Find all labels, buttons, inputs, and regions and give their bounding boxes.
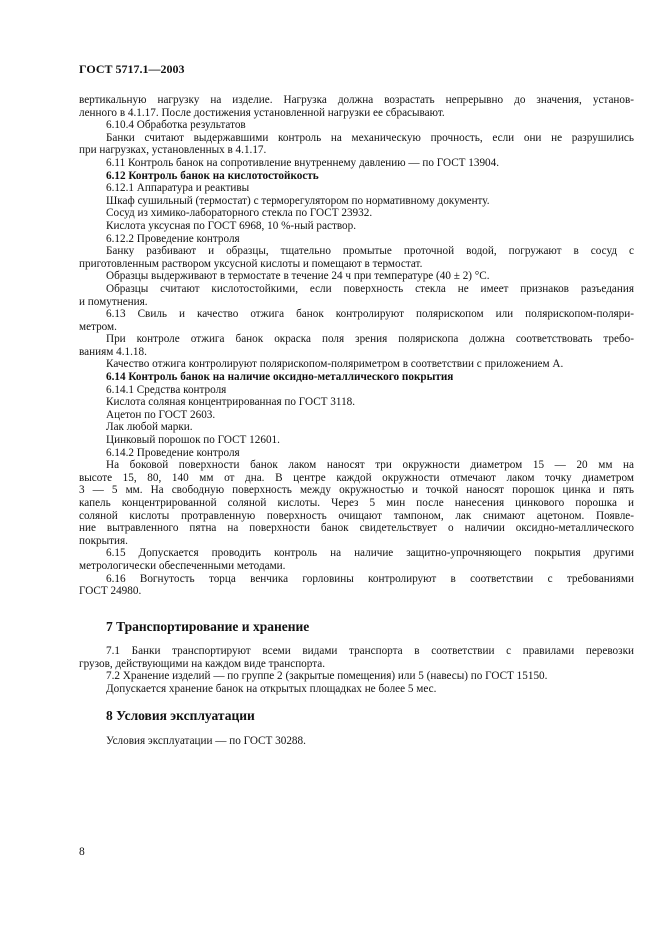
text-line: 6.15 Допускается проводить контроль на наличие защитно-упрочняющего покрытия другими	[106, 547, 634, 560]
text-line: Банку разбивают и образцы, тщательно промытые проточной водой, погружают в сосуд с	[106, 245, 634, 258]
text-line: Ацетон по ГОСТ 2603.	[106, 408, 216, 421]
text-line: 6.16 Вогнутость торца венчика горловины контролируют в соответствии с требованиями	[106, 572, 634, 585]
text-line: метрологически обеспеченными методами.	[79, 559, 286, 572]
document-header: ГОСТ 5717.1—2003	[79, 62, 185, 76]
text-line: 6.10.4 Обработка результатов	[106, 119, 246, 132]
page-number: 8	[79, 846, 85, 858]
text-line: метром.	[79, 320, 117, 333]
text-line: 6.12.2 Проведение контроля	[106, 232, 240, 245]
text-line: Кислота уксусная по ГОСТ 6968, 10 %-ный раствор.	[106, 219, 357, 232]
text-line: 6.11 Контроль банок на сопротивление внутреннему давлению — по ГОСТ 13904.	[106, 156, 500, 169]
text-line: 6.12.1 Аппаратура и реактивы	[106, 182, 250, 195]
text-line: Образцы выдерживают в термостате в течение 24 ч при температуре (40 ± 2) °С.	[106, 270, 490, 283]
text-line: ваниям 4.1.18.	[79, 345, 147, 358]
section-6-body	[79, 94, 634, 598]
text-line: Цинковый порошок по ГОСТ 12601.	[106, 434, 280, 447]
text-line: На боковой поверхности банок лаком наносят три окружности диаметром 15 — 20 мм на	[106, 459, 634, 472]
text-line: 6.13 Свиль и качество отжига банок контролируют полярископом или полярископом-поляри-	[106, 308, 634, 321]
text-line: Качество отжига контролируют полярископом-поляриметром в соответствии с приложением А.	[106, 358, 564, 371]
text-line: Условия эксплуатации — по ГОСТ 30288.	[106, 735, 306, 747]
text-line: капель концентрированной соляной кислоты. Через 5 мин после нанесения цинкового порошка и	[79, 497, 634, 509]
text-line: 3 — 5 мм. На свободную поверхность между окружностью и точкой наносят порошок цинка и пять	[79, 484, 634, 497]
text-line: высоте 15, 80, 140 мм от дна. В центре каждой окружности отмечают лаком точку диаметром	[79, 471, 634, 484]
section-8-heading: 8 Условия эксплуатации	[106, 708, 255, 723]
text-line: Сосуд из химико-лабораторного стекла по ГОСТ 23932.	[106, 207, 373, 220]
text-line: 6.14.2 Проведение контроля	[106, 446, 240, 459]
text-line: Кислота соляная концентрированная по ГОСТ 3118.	[106, 396, 356, 409]
text-line: грузов, действующими на каждом виде транспорта.	[79, 657, 326, 670]
section-7-body	[79, 645, 634, 695]
text-line: приготовленным раствором уксусной кислоты и помещают в термостат.	[79, 257, 423, 270]
text-line: 7.2 Хранение изделий — по группе 2 (закрытые помещения) или 5 (навесы) по ГОСТ 15150.	[106, 670, 548, 683]
text-line: ленного в 4.1.17. После достижения установленной нагрузки ее сбрасывают.	[79, 106, 445, 119]
section-8-body	[79, 735, 634, 748]
text-line: при нагрузках, установленных в 4.1.17.	[79, 144, 267, 157]
text-line: 6.14.1 Средства контроля	[106, 383, 227, 396]
text-line: Образцы считают кислотостойкими, если поверхность стекла не имеет признаков разъедания	[106, 282, 634, 295]
text-line: Шкаф сушильный (термостат) с терморегулятором по нормативному документу.	[106, 194, 490, 207]
text-line: При контроле отжига банок окраска поля зрения полярископа должна соответствовать требо-	[106, 333, 634, 346]
text-line: и помутнения.	[79, 295, 148, 308]
text-line: ние вытравленного пятна на поверхности банок свидетельствует о наличии оксидно-металлического	[79, 522, 634, 535]
section-7-heading: 7 Транспортирование и хранение	[106, 619, 310, 634]
text-line: Лак любой марки.	[106, 421, 193, 434]
text-line: покрытия.	[79, 534, 128, 547]
subsection-heading-line: 6.14 Контроль банок на наличие оксидно-металлического покрытия	[106, 371, 454, 384]
text-line: Допускается хранение банок на открытых площадках не более 5 мес.	[106, 682, 437, 695]
text-line: Банки считают выдержавшими контроль на механическую прочность, если они не разрушились	[106, 131, 634, 144]
subsection-heading-line: 6.12 Контроль банок на кислотостойкость	[106, 169, 319, 182]
text-line: вертикальную нагрузку на изделие. Нагрузка должна возрастать непрерывно до значения, установ-	[79, 94, 634, 106]
text-line: 7.1 Банки транспортируют всеми видами транспорта в соответствии с правилами перевозки	[106, 645, 634, 657]
text-line: соляной кислоты протравленную поверхность очищают тампоном, лак снимают ацетоном. Появле-	[79, 509, 634, 522]
text-line: ГОСТ 24980.	[79, 585, 142, 598]
